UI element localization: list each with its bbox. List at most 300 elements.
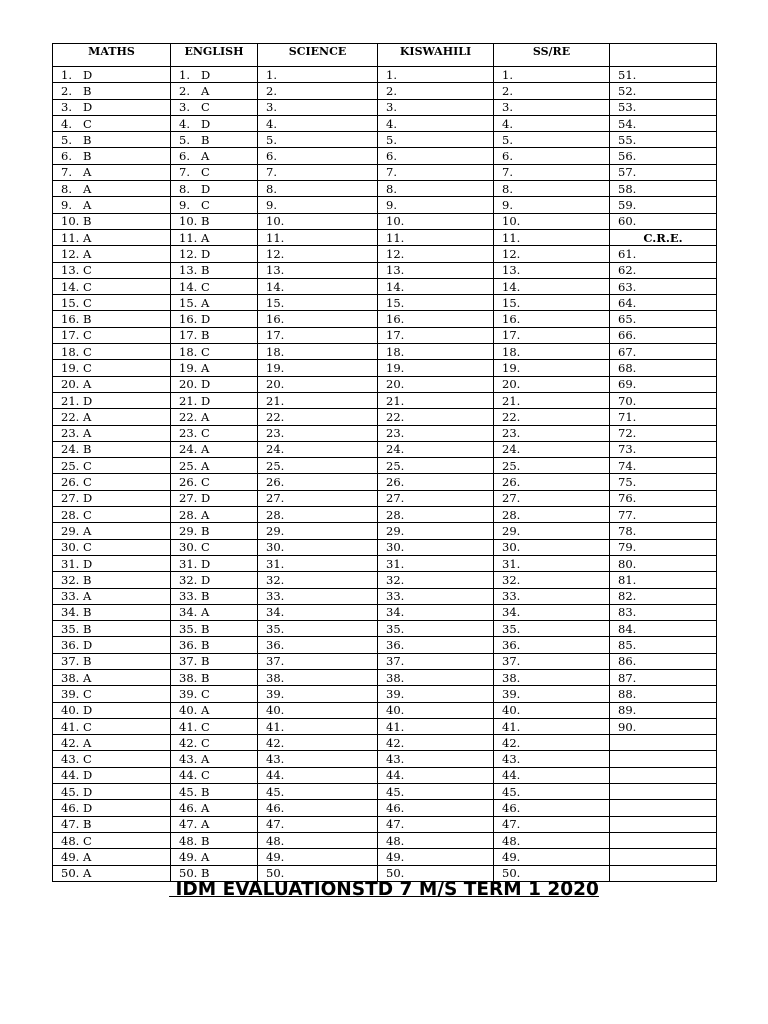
header-science: SCIENCE [258, 44, 378, 67]
science-cell: 36. [258, 637, 378, 653]
cre-cell: 52. [610, 83, 717, 99]
english-cell: 26. C [171, 474, 258, 490]
document-title-text: IDM EVALUATIONSTD 7 M/S TERM 1 2020 [169, 879, 599, 900]
english-cell: 34. A [171, 604, 258, 620]
table-row [53, 67, 717, 83]
maths-cell: 18. C [53, 344, 171, 360]
maths-cell: 14. C [53, 278, 171, 294]
kiswahili-cell: 35. [378, 621, 494, 637]
table-row [53, 718, 717, 734]
maths-cell: 45. D [53, 784, 171, 800]
answer-rows [53, 67, 717, 882]
english-cell: 6. A [171, 148, 258, 164]
table-row [53, 115, 717, 131]
maths-cell: 1. D [53, 67, 171, 83]
maths-cell: 39. C [53, 686, 171, 702]
kiswahili-cell: 6. [378, 148, 494, 164]
science-cell: 15. [258, 295, 378, 311]
science-cell: 1. [258, 67, 378, 83]
ssre-cell: 16. [494, 311, 610, 327]
science-cell: 33. [258, 588, 378, 604]
ssre-cell: 24. [494, 441, 610, 457]
ssre-cell: 9. [494, 197, 610, 213]
ssre-cell: 33. [494, 588, 610, 604]
kiswahili-cell: 36. [378, 637, 494, 653]
maths-cell: 13. C [53, 262, 171, 278]
cre-cell: 88. [610, 686, 717, 702]
maths-cell: 32. B [53, 572, 171, 588]
ssre-cell: 10. [494, 213, 610, 229]
science-cell: 41. [258, 718, 378, 734]
english-cell: 19. A [171, 360, 258, 376]
science-cell: 19. [258, 360, 378, 376]
table-row [53, 751, 717, 767]
maths-cell: 11. A [53, 229, 171, 245]
table-row [53, 588, 717, 604]
cre-cell: 71. [610, 409, 717, 425]
kiswahili-cell: 14. [378, 278, 494, 294]
table-row [53, 832, 717, 848]
cre-cell: 73. [610, 441, 717, 457]
science-cell: 8. [258, 181, 378, 197]
kiswahili-cell: 13. [378, 262, 494, 278]
science-cell: 21. [258, 392, 378, 408]
english-cell: 23. C [171, 425, 258, 441]
maths-cell: 41. C [53, 718, 171, 734]
kiswahili-cell: 30. [378, 539, 494, 555]
english-cell: 25. A [171, 458, 258, 474]
science-cell: 20. [258, 376, 378, 392]
cre-cell: 58. [610, 181, 717, 197]
maths-cell: 44. D [53, 767, 171, 783]
maths-cell: 17. C [53, 327, 171, 343]
ssre-cell: 43. [494, 751, 610, 767]
kiswahili-cell: 44. [378, 767, 494, 783]
kiswahili-cell: 45. [378, 784, 494, 800]
ssre-cell: 2. [494, 83, 610, 99]
maths-cell: 8. A [53, 181, 171, 197]
science-cell: 18. [258, 344, 378, 360]
ssre-cell: 46. [494, 800, 610, 816]
cre-cell: 72. [610, 425, 717, 441]
science-cell: 29. [258, 523, 378, 539]
cre-cell: 83. [610, 604, 717, 620]
english-cell: 8. D [171, 181, 258, 197]
science-cell: 34. [258, 604, 378, 620]
maths-cell: 16. B [53, 311, 171, 327]
cre-cell [610, 832, 717, 848]
kiswahili-cell: 5. [378, 132, 494, 148]
kiswahili-cell: 18. [378, 344, 494, 360]
ssre-cell: 5. [494, 132, 610, 148]
cre-cell: 89. [610, 702, 717, 718]
cre-cell: 64. [610, 295, 717, 311]
science-cell: 14. [258, 278, 378, 294]
cre-cell: 74. [610, 458, 717, 474]
cre-cell: 77. [610, 507, 717, 523]
maths-cell: 6. B [53, 148, 171, 164]
ssre-cell: 27. [494, 490, 610, 506]
table-row [53, 735, 717, 751]
cre-cell [610, 735, 717, 751]
maths-cell: 38. A [53, 669, 171, 685]
science-cell: 46. [258, 800, 378, 816]
table-row [53, 148, 717, 164]
cre-cell: 78. [610, 523, 717, 539]
science-cell: 48. [258, 832, 378, 848]
cre-cell: 79. [610, 539, 717, 555]
kiswahili-cell: 10. [378, 213, 494, 229]
kiswahili-cell: 37. [378, 653, 494, 669]
maths-cell: 33. A [53, 588, 171, 604]
kiswahili-cell: 31. [378, 555, 494, 571]
kiswahili-cell: 28. [378, 507, 494, 523]
table-row [53, 132, 717, 148]
english-cell: 24. A [171, 441, 258, 457]
kiswahili-cell: 46. [378, 800, 494, 816]
science-cell: 25. [258, 458, 378, 474]
ssre-cell: 4. [494, 115, 610, 131]
cre-cell: 82. [610, 588, 717, 604]
cre-cell [610, 849, 717, 865]
table-row [53, 669, 717, 685]
english-cell: 10. B [171, 213, 258, 229]
ssre-cell: 21. [494, 392, 610, 408]
maths-cell: 23. A [53, 425, 171, 441]
kiswahili-cell: 25. [378, 458, 494, 474]
cre-cell: 60. [610, 213, 717, 229]
english-cell: 7. C [171, 164, 258, 180]
english-cell: 33. B [171, 588, 258, 604]
cre-cell: 87. [610, 669, 717, 685]
ssre-cell: 34. [494, 604, 610, 620]
english-cell: 11. A [171, 229, 258, 245]
table-row [53, 360, 717, 376]
science-cell: 49. [258, 849, 378, 865]
science-cell: 32. [258, 572, 378, 588]
science-cell: 9. [258, 197, 378, 213]
cre-cell: 53. [610, 99, 717, 115]
maths-cell: 50. A [53, 865, 171, 881]
english-cell: 12. D [171, 246, 258, 262]
english-cell: 47. A [171, 816, 258, 832]
table-row [53, 213, 717, 229]
kiswahili-cell: 26. [378, 474, 494, 490]
cre-cell: 76. [610, 490, 717, 506]
english-cell: 50. B [171, 865, 258, 881]
ssre-cell: 26. [494, 474, 610, 490]
science-cell: 30. [258, 539, 378, 555]
header-extra [610, 44, 717, 67]
english-cell: 49. A [171, 849, 258, 865]
table-row [53, 246, 717, 262]
maths-cell: 49. A [53, 849, 171, 865]
maths-cell: 25. C [53, 458, 171, 474]
english-cell: 30. C [171, 539, 258, 555]
table-row [53, 181, 717, 197]
maths-cell: 30. C [53, 539, 171, 555]
kiswahili-cell: 9. [378, 197, 494, 213]
science-cell: 3. [258, 99, 378, 115]
kiswahili-cell: 32. [378, 572, 494, 588]
maths-cell: 19. C [53, 360, 171, 376]
maths-cell: 3. D [53, 99, 171, 115]
science-cell: 47. [258, 816, 378, 832]
ssre-cell: 1. [494, 67, 610, 83]
science-cell: 27. [258, 490, 378, 506]
science-cell: 12. [258, 246, 378, 262]
english-cell: 40. A [171, 702, 258, 718]
ssre-cell: 40. [494, 702, 610, 718]
english-cell: 14. C [171, 278, 258, 294]
ssre-cell: 42. [494, 735, 610, 751]
cre-cell: 69. [610, 376, 717, 392]
cre-cell: 90. [610, 718, 717, 734]
maths-cell: 24. B [53, 441, 171, 457]
cre-cell [610, 816, 717, 832]
maths-cell: 5. B [53, 132, 171, 148]
ssre-cell: 19. [494, 360, 610, 376]
table-row [53, 425, 717, 441]
table-row [53, 816, 717, 832]
header-kiswahili: KISWAHILI [378, 44, 494, 67]
cre-cell: 81. [610, 572, 717, 588]
table-row [53, 392, 717, 408]
cre-cell: 68. [610, 360, 717, 376]
kiswahili-cell: 40. [378, 702, 494, 718]
english-cell: 45. B [171, 784, 258, 800]
ssre-cell: 20. [494, 376, 610, 392]
maths-cell: 10. B [53, 213, 171, 229]
table-row [53, 523, 717, 539]
kiswahili-cell: 24. [378, 441, 494, 457]
ssre-cell: 14. [494, 278, 610, 294]
science-cell: 26. [258, 474, 378, 490]
ssre-cell: 17. [494, 327, 610, 343]
maths-cell: 37. B [53, 653, 171, 669]
english-cell: 18. C [171, 344, 258, 360]
science-cell: 13. [258, 262, 378, 278]
science-cell: 16. [258, 311, 378, 327]
kiswahili-cell: 41. [378, 718, 494, 734]
maths-cell: 26. C [53, 474, 171, 490]
science-cell: 10. [258, 213, 378, 229]
table-row [53, 99, 717, 115]
cre-cell: C.R.E. [610, 229, 717, 245]
table-row [53, 278, 717, 294]
cre-cell: 75. [610, 474, 717, 490]
science-cell: 45. [258, 784, 378, 800]
kiswahili-cell: 50. [378, 865, 494, 881]
table-row [53, 490, 717, 506]
header-maths: MATHS [53, 44, 171, 67]
table-row [53, 767, 717, 783]
kiswahili-cell: 22. [378, 409, 494, 425]
ssre-cell: 23. [494, 425, 610, 441]
maths-cell: 15. C [53, 295, 171, 311]
science-cell: 23. [258, 425, 378, 441]
table-row [53, 376, 717, 392]
table-row [53, 784, 717, 800]
header-ssre: SS/RE [494, 44, 610, 67]
table-row [53, 83, 717, 99]
table-row [53, 653, 717, 669]
ssre-cell: 30. [494, 539, 610, 555]
english-cell: 22. A [171, 409, 258, 425]
ssre-cell: 15. [494, 295, 610, 311]
english-cell: 42. C [171, 735, 258, 751]
ssre-cell: 37. [494, 653, 610, 669]
kiswahili-cell: 42. [378, 735, 494, 751]
maths-cell: 7. A [53, 164, 171, 180]
ssre-cell: 7. [494, 164, 610, 180]
table-row [53, 409, 717, 425]
ssre-cell: 13. [494, 262, 610, 278]
maths-cell: 43. C [53, 751, 171, 767]
ssre-cell: 45. [494, 784, 610, 800]
table-row [53, 702, 717, 718]
cre-cell: 66. [610, 327, 717, 343]
kiswahili-cell: 12. [378, 246, 494, 262]
science-cell: 37. [258, 653, 378, 669]
ssre-cell: 31. [494, 555, 610, 571]
maths-cell: 47. B [53, 816, 171, 832]
table-row [53, 621, 717, 637]
english-cell: 48. B [171, 832, 258, 848]
kiswahili-cell: 2. [378, 83, 494, 99]
table-row [53, 295, 717, 311]
maths-cell: 28. C [53, 507, 171, 523]
english-cell: 13. B [171, 262, 258, 278]
ssre-cell: 41. [494, 718, 610, 734]
cre-cell: 54. [610, 115, 717, 131]
ssre-cell: 22. [494, 409, 610, 425]
ssre-cell: 50. [494, 865, 610, 881]
kiswahili-cell: 38. [378, 669, 494, 685]
cre-cell: 62. [610, 262, 717, 278]
table-row [53, 164, 717, 180]
table-row [53, 474, 717, 490]
maths-cell: 27. D [53, 490, 171, 506]
kiswahili-cell: 7. [378, 164, 494, 180]
ssre-cell: 32. [494, 572, 610, 588]
science-cell: 22. [258, 409, 378, 425]
table-row [53, 849, 717, 865]
maths-cell: 12. A [53, 246, 171, 262]
kiswahili-cell: 21. [378, 392, 494, 408]
kiswahili-cell: 39. [378, 686, 494, 702]
cre-cell: 65. [610, 311, 717, 327]
cre-cell [610, 767, 717, 783]
table-row [53, 441, 717, 457]
table-row [53, 197, 717, 213]
table-row [53, 555, 717, 571]
table-row [53, 539, 717, 555]
cre-cell: 55. [610, 132, 717, 148]
kiswahili-cell: 27. [378, 490, 494, 506]
table-row [53, 800, 717, 816]
science-cell: 38. [258, 669, 378, 685]
table-row [53, 344, 717, 360]
science-cell: 31. [258, 555, 378, 571]
cre-cell: 85. [610, 637, 717, 653]
kiswahili-cell: 15. [378, 295, 494, 311]
science-cell: 43. [258, 751, 378, 767]
science-cell: 44. [258, 767, 378, 783]
table-row [53, 686, 717, 702]
english-cell: 5. B [171, 132, 258, 148]
maths-cell: 42. A [53, 735, 171, 751]
cre-cell: 84. [610, 621, 717, 637]
english-cell: 4. D [171, 115, 258, 131]
ssre-cell: 47. [494, 816, 610, 832]
science-cell: 6. [258, 148, 378, 164]
table-row [53, 458, 717, 474]
cre-cell: 51. [610, 67, 717, 83]
kiswahili-cell: 17. [378, 327, 494, 343]
ssre-cell: 28. [494, 507, 610, 523]
ssre-cell: 8. [494, 181, 610, 197]
english-cell: 44. C [171, 767, 258, 783]
document-title [0, 879, 768, 900]
maths-cell: 31. D [53, 555, 171, 571]
ssre-cell: 11. [494, 229, 610, 245]
ssre-cell: 38. [494, 669, 610, 685]
maths-cell: 29. A [53, 523, 171, 539]
english-cell: 32. D [171, 572, 258, 588]
cre-cell: 80. [610, 555, 717, 571]
maths-cell: 22. A [53, 409, 171, 425]
kiswahili-cell: 33. [378, 588, 494, 604]
kiswahili-cell: 19. [378, 360, 494, 376]
kiswahili-cell: 20. [378, 376, 494, 392]
science-cell: 40. [258, 702, 378, 718]
table-row [53, 507, 717, 523]
cre-cell: 67. [610, 344, 717, 360]
table-row [53, 637, 717, 653]
ssre-cell: 6. [494, 148, 610, 164]
science-cell: 39. [258, 686, 378, 702]
english-cell: 38. B [171, 669, 258, 685]
science-cell: 24. [258, 441, 378, 457]
kiswahili-cell: 47. [378, 816, 494, 832]
english-cell: 43. A [171, 751, 258, 767]
maths-cell: 46. D [53, 800, 171, 816]
table-row [53, 572, 717, 588]
table-row [53, 229, 717, 245]
cre-cell: 56. [610, 148, 717, 164]
english-cell: 1. D [171, 67, 258, 83]
english-cell: 21. D [171, 392, 258, 408]
table-row [53, 604, 717, 620]
maths-cell: 4. C [53, 115, 171, 131]
science-cell: 42. [258, 735, 378, 751]
kiswahili-cell: 11. [378, 229, 494, 245]
english-cell: 17. B [171, 327, 258, 343]
cre-cell: 86. [610, 653, 717, 669]
maths-cell: 9. A [53, 197, 171, 213]
science-cell: 50. [258, 865, 378, 881]
cre-cell [610, 751, 717, 767]
ssre-cell: 12. [494, 246, 610, 262]
ssre-cell: 39. [494, 686, 610, 702]
cre-cell [610, 784, 717, 800]
kiswahili-cell: 16. [378, 311, 494, 327]
english-cell: 29. B [171, 523, 258, 539]
kiswahili-cell: 49. [378, 849, 494, 865]
table-row [53, 262, 717, 278]
english-cell: 9. C [171, 197, 258, 213]
